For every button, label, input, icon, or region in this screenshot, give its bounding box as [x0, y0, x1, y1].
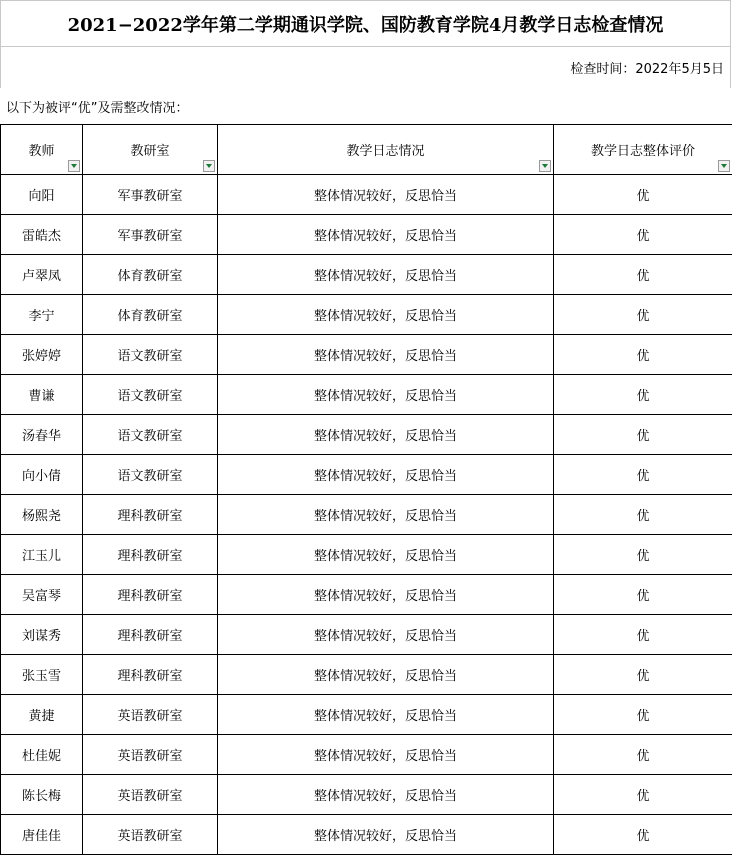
log-status-cell[interactable]: 整体情况较好，反思恰当 — [218, 735, 554, 775]
rating-cell[interactable]: 优 — [554, 215, 732, 255]
table-row — [1, 775, 732, 815]
department-cell[interactable]: 体育教研室 — [83, 255, 218, 295]
department-cell[interactable]: 理科教研室 — [83, 655, 218, 695]
check-date-text: 检查时间：2022年5月5日 — [570, 62, 724, 77]
table-body — [1, 175, 732, 855]
teacher-cell[interactable]: 陈长梅 — [1, 775, 83, 815]
check-date-row — [0, 46, 731, 88]
header-row — [1, 125, 732, 175]
header-overall-rating-label: 教学日志整体评价 — [590, 144, 695, 159]
rating-cell[interactable]: 优 — [554, 535, 732, 575]
log-status-cell[interactable]: 整体情况较好，反思恰当 — [218, 215, 554, 255]
header-log-status-label: 教学日志情况 — [346, 144, 425, 159]
header-overall-rating — [554, 125, 732, 175]
header-log-status — [218, 125, 554, 175]
teacher-cell[interactable]: 杨熙尧 — [1, 495, 83, 535]
department-cell[interactable]: 理科教研室 — [83, 535, 218, 575]
header-teacher — [1, 125, 83, 175]
table-row — [1, 215, 732, 255]
rating-cell[interactable]: 优 — [554, 575, 732, 615]
table-row — [1, 695, 732, 735]
rating-cell[interactable]: 优 — [554, 815, 732, 855]
table-row — [1, 415, 732, 455]
table-row — [1, 335, 732, 375]
teacher-cell[interactable]: 汤春华 — [1, 415, 83, 455]
department-cell[interactable]: 语文教研室 — [83, 335, 218, 375]
teacher-cell[interactable]: 张玉雪 — [1, 655, 83, 695]
department-cell[interactable]: 军事教研室 — [83, 175, 218, 215]
table-row — [1, 735, 732, 775]
log-status-cell[interactable]: 整体情况较好，反思恰当 — [218, 575, 554, 615]
rating-cell[interactable]: 优 — [554, 495, 732, 535]
department-cell[interactable]: 语文教研室 — [83, 455, 218, 495]
department-cell[interactable]: 理科教研室 — [83, 575, 218, 615]
rating-cell[interactable]: 优 — [554, 295, 732, 335]
teacher-cell[interactable]: 向阳 — [1, 175, 83, 215]
table-row — [1, 655, 732, 695]
rating-cell[interactable]: 优 — [554, 735, 732, 775]
log-status-cell[interactable]: 整体情况较好，反思恰当 — [218, 415, 554, 455]
log-status-cell[interactable]: 整体情况较好，反思恰当 — [218, 615, 554, 655]
filter-dropdown-icon[interactable] — [539, 160, 551, 172]
teacher-cell[interactable]: 张婷婷 — [1, 335, 83, 375]
department-cell[interactable]: 英语教研室 — [83, 695, 218, 735]
log-status-cell[interactable]: 整体情况较好，反思恰当 — [218, 695, 554, 735]
log-status-cell[interactable]: 整体情况较好，反思恰当 — [218, 455, 554, 495]
filter-dropdown-icon[interactable] — [203, 160, 215, 172]
table-row — [1, 535, 732, 575]
rating-cell[interactable]: 优 — [554, 455, 732, 495]
rating-cell[interactable]: 优 — [554, 335, 732, 375]
teacher-cell[interactable]: 刘谋秀 — [1, 615, 83, 655]
teacher-cell[interactable]: 雷皓杰 — [1, 215, 83, 255]
log-status-cell[interactable]: 整体情况较好，反思恰当 — [218, 295, 554, 335]
log-status-cell[interactable]: 整体情况较好，反思恰当 — [218, 815, 554, 855]
department-cell[interactable]: 英语教研室 — [83, 735, 218, 775]
note-row — [0, 88, 731, 124]
department-cell[interactable]: 军事教研室 — [83, 215, 218, 255]
header-department — [83, 125, 218, 175]
log-status-cell[interactable]: 整体情况较好，反思恰当 — [218, 175, 554, 215]
table-row — [1, 575, 732, 615]
log-status-cell[interactable]: 整体情况较好，反思恰当 — [218, 535, 554, 575]
sheet-title — [0, 0, 731, 46]
teacher-cell[interactable]: 卢翠凤 — [1, 255, 83, 295]
log-status-cell[interactable]: 整体情况较好，反思恰当 — [218, 335, 554, 375]
note-text: 以下为被评“优”及需整改情况： — [6, 100, 189, 116]
teacher-cell[interactable]: 杜佳妮 — [1, 735, 83, 775]
rating-cell[interactable]: 优 — [554, 655, 732, 695]
rating-cell[interactable]: 优 — [554, 775, 732, 815]
rating-cell[interactable]: 优 — [554, 175, 732, 215]
teacher-cell[interactable]: 曹谦 — [1, 375, 83, 415]
table-row — [1, 375, 732, 415]
log-status-cell[interactable]: 整体情况较好，反思恰当 — [218, 775, 554, 815]
table-row — [1, 255, 732, 295]
department-cell[interactable]: 英语教研室 — [83, 815, 218, 855]
department-cell[interactable]: 理科教研室 — [83, 495, 218, 535]
teacher-cell[interactable]: 江玉儿 — [1, 535, 83, 575]
table-row — [1, 615, 732, 655]
filter-dropdown-icon[interactable] — [68, 160, 80, 172]
teacher-cell[interactable]: 黄捷 — [1, 695, 83, 735]
rating-cell[interactable]: 优 — [554, 255, 732, 295]
department-cell[interactable]: 理科教研室 — [83, 615, 218, 655]
table-row — [1, 295, 732, 335]
teacher-cell[interactable]: 唐佳佳 — [1, 815, 83, 855]
table-row — [1, 815, 732, 855]
department-cell[interactable]: 语文教研室 — [83, 375, 218, 415]
table-row — [1, 495, 732, 535]
table-row — [1, 455, 732, 495]
log-table — [0, 124, 732, 855]
teacher-cell[interactable]: 向小倩 — [1, 455, 83, 495]
rating-cell[interactable]: 优 — [554, 695, 732, 735]
header-department-label: 教研室 — [130, 144, 170, 159]
table-row — [1, 175, 732, 215]
log-status-cell[interactable]: 整体情况较好，反思恰当 — [218, 255, 554, 295]
rating-cell[interactable]: 优 — [554, 375, 732, 415]
log-status-cell[interactable]: 整体情况较好，反思恰当 — [218, 375, 554, 415]
log-status-cell[interactable]: 整体情况较好，反思恰当 — [218, 655, 554, 695]
sheet-title-text: 2021−2022学年第二学期通识学院、国防教育学院4月教学日志检查情况 — [67, 14, 664, 36]
rating-cell[interactable]: 优 — [554, 615, 732, 655]
department-cell[interactable]: 英语教研室 — [83, 775, 218, 815]
department-cell[interactable]: 语文教研室 — [83, 415, 218, 455]
rating-cell[interactable]: 优 — [554, 415, 732, 455]
filter-dropdown-icon[interactable] — [718, 160, 730, 172]
header-teacher-label: 教师 — [28, 144, 55, 159]
teacher-cell[interactable]: 李宁 — [1, 295, 83, 335]
teacher-cell[interactable]: 吴富琴 — [1, 575, 83, 615]
department-cell[interactable]: 体育教研室 — [83, 295, 218, 335]
log-status-cell[interactable]: 整体情况较好，反思恰当 — [218, 495, 554, 535]
